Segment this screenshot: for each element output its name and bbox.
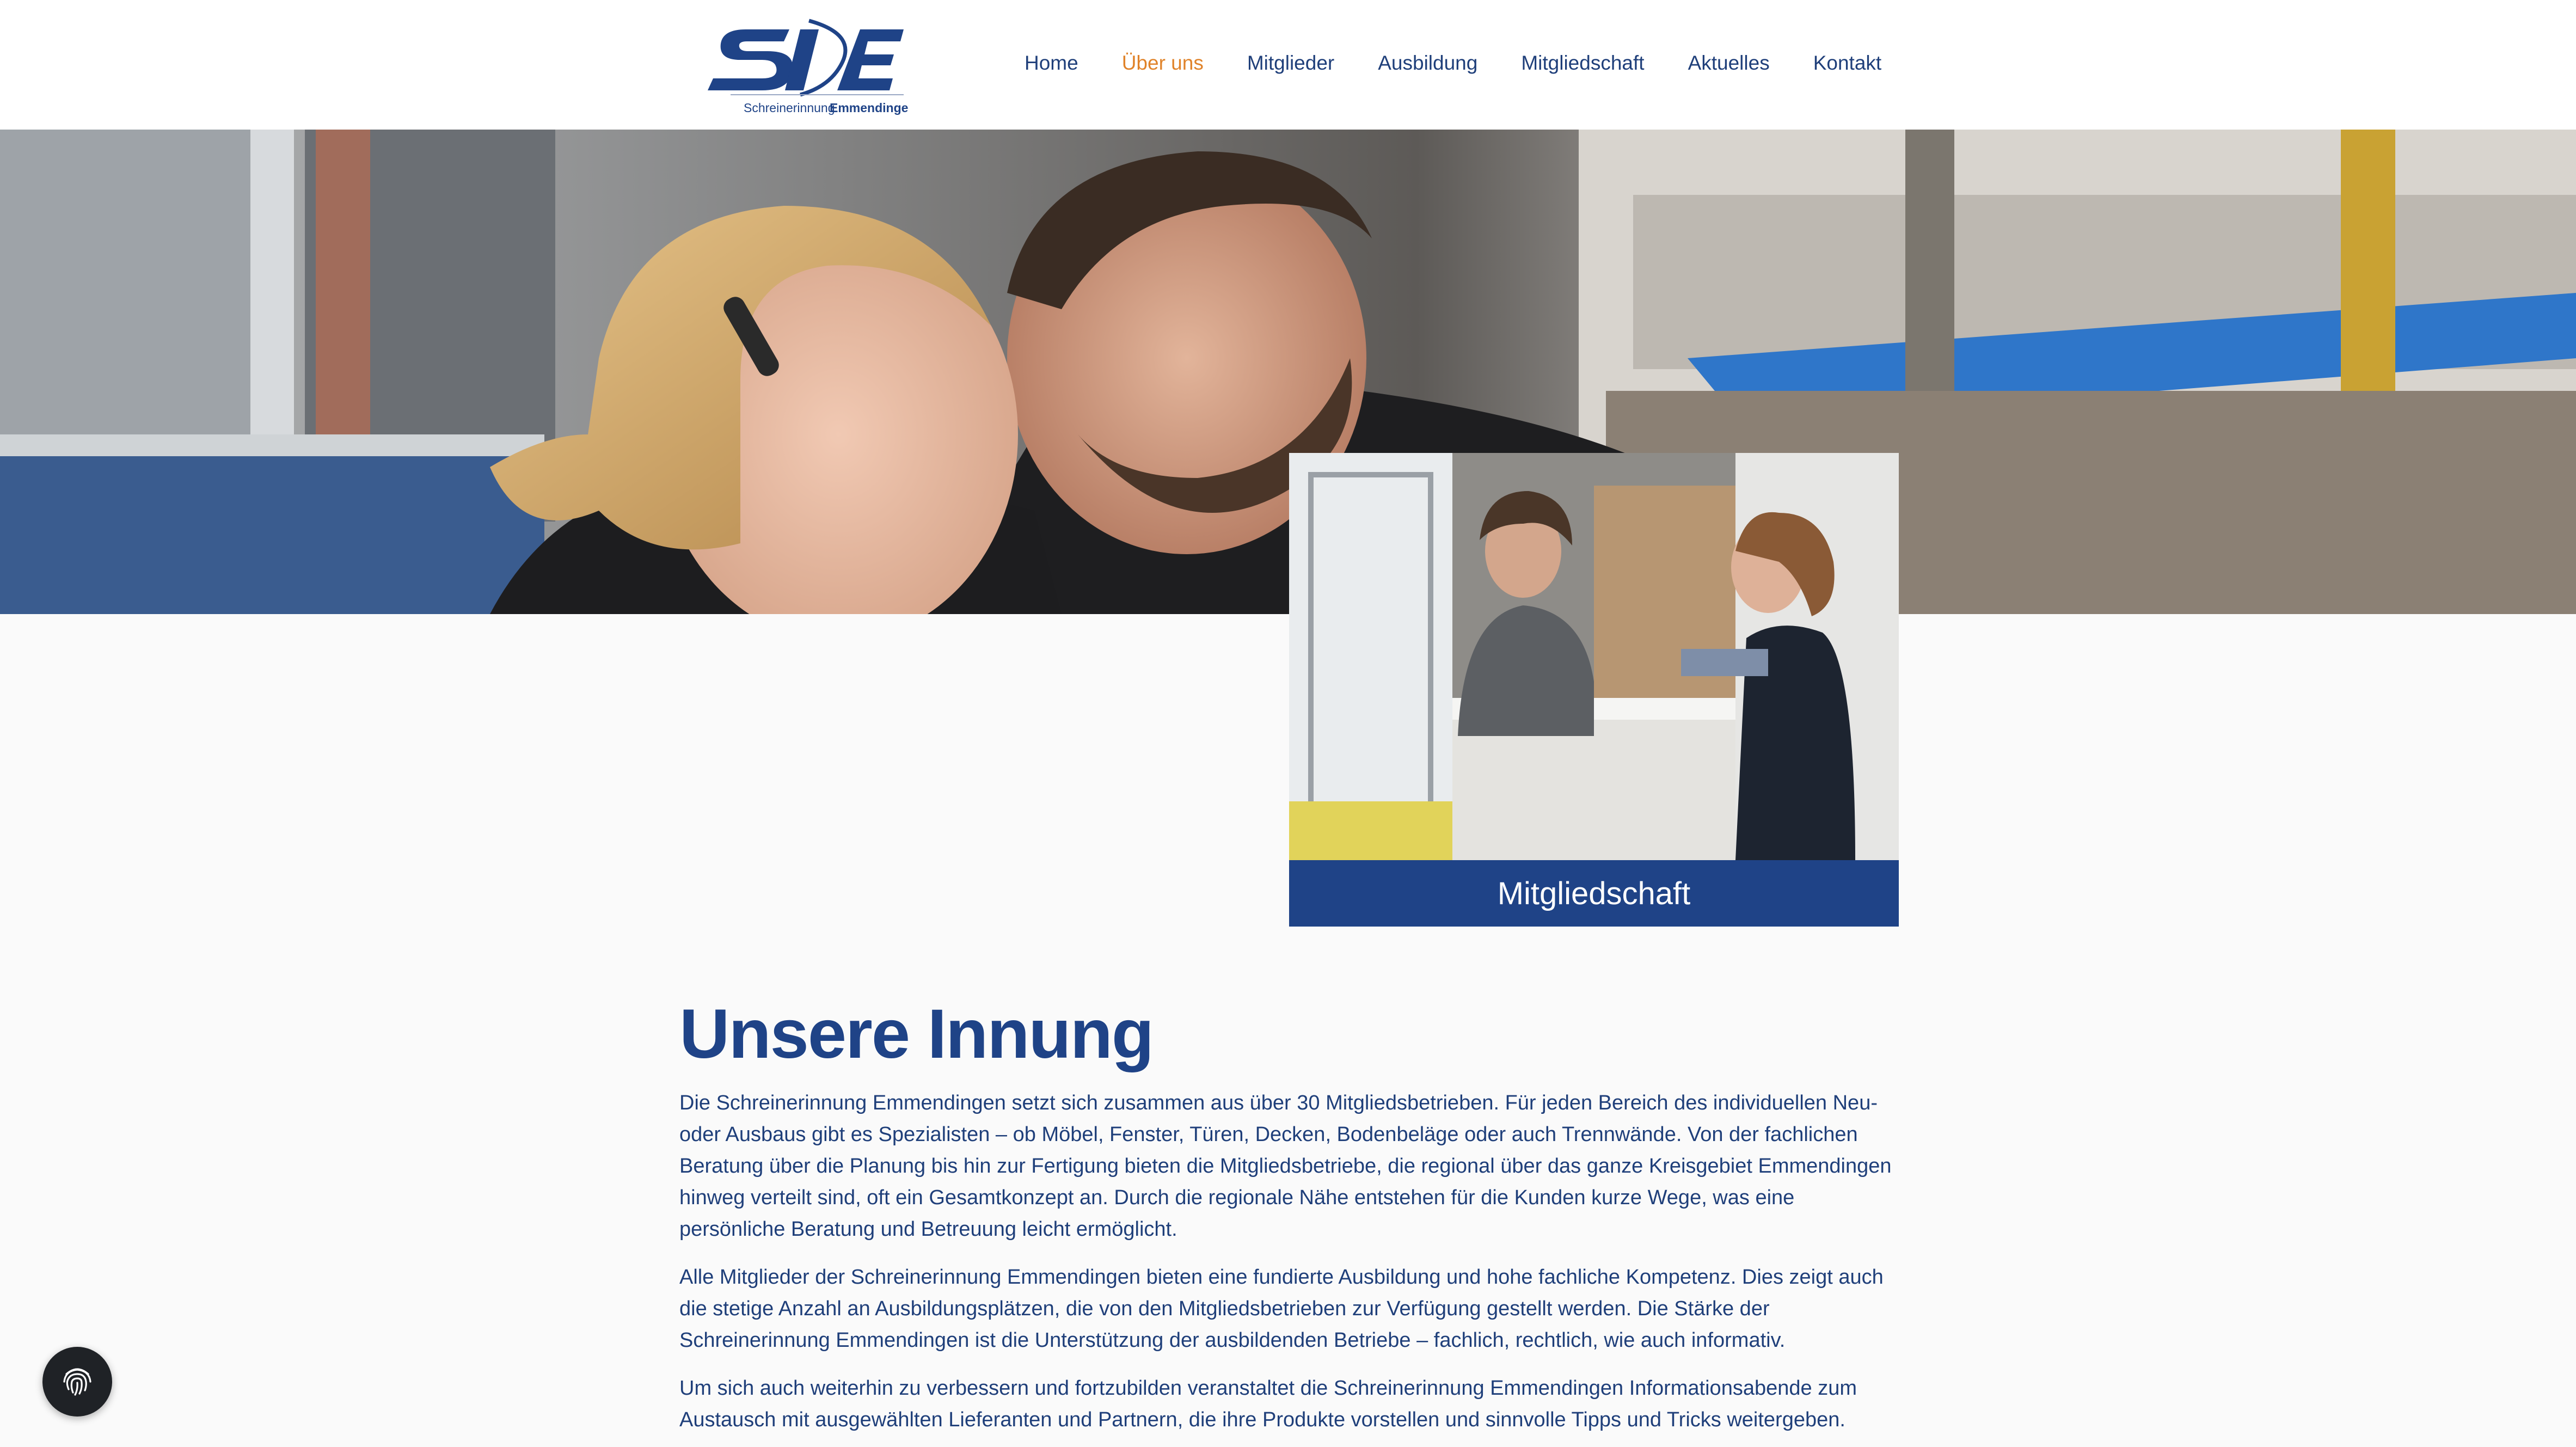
nav-item-ausbildung[interactable]: Ausbildung — [1378, 52, 1478, 74]
privacy-settings-button[interactable] — [42, 1347, 112, 1417]
nav-item-home[interactable]: Home — [1025, 52, 1078, 74]
logo-subtitle-part2: Emmendingen — [830, 101, 909, 115]
nav-item-ueber-uns[interactable]: Über uns — [1121, 52, 1204, 74]
paragraph-3: Um sich auch weiterhin zu verbessern und fortzubilden veranstaltet die Schreinerinnung Emmendingen Informationsabende zum Austausch mit ausgewählten Lieferanten und Partnern, die ihre Produkte vorstellen und sinnvolle Tipps und Tricks weitergeben. — [679, 1376, 1857, 1431]
nav-item-mitgliedschaft[interactable]: Mitgliedschaft — [1521, 52, 1645, 74]
main-content — [679, 996, 1901, 1447]
nav-item-mitglieder[interactable]: Mitglieder — [1247, 52, 1335, 74]
paragraph-2: Alle Mitglieder der Schreinerinnung Emmendingen bieten eine fundierte Ausbildung und hohe fachliche Kompetenz. Dies zeigt auch die stetige Anzahl an Ausbildungsplätzen, die von den Mitgliedsbetrieben zur Verfügung gestellt werden. Die Stärke der Schreinerinnung Emmendingen ist die Unterstützung der ausbildenden Betriebe – fachlich, rechtlich, wie auch informativ. — [679, 1265, 1884, 1352]
card-label[interactable]: Mitgliedschaft — [1289, 860, 1899, 927]
nav-item-kontakt[interactable]: Kontakt — [1813, 52, 1882, 74]
page-title: Unsere Innung — [679, 995, 1154, 1073]
hero-image — [0, 130, 2576, 614]
paragraph-1: Die Schreinerinnung Emmendingen setzt sich zusammen aus über 30 Mitgliedsbetrieben. Für jeden Bereich des individuellen Neu- oder Ausbaus gibt es Spezialisten – ob Möbel, Fenster, Türen, Decken, Bodenbeläge oder auch Trennwände. Von der fachlichen Beratung über die Planung bis hin zur Fertigung bieten die Mitgliedsbetriebe, die regional über das ganze Kreisgebiet Emmendingen hinweg verteilt sind, oft ein Gesamtkonzept an. Durch die regionale Nähe entstehen für die Kunden kurze Wege, was eine persönliche Beratung und Betreuung leicht ermöglicht. — [679, 1091, 1892, 1241]
mitgliedschaft-card[interactable] — [1289, 453, 1899, 927]
card-photo — [1289, 453, 1899, 860]
logo-subtitle-part1: Schreinerinnung — [744, 101, 835, 115]
site-logo[interactable] — [697, 13, 909, 120]
main-navigation — [1025, 47, 1881, 79]
fingerprint-icon — [59, 1362, 96, 1402]
site-header — [0, 0, 2576, 130]
nav-item-aktuelles[interactable]: Aktuelles — [1688, 52, 1770, 74]
